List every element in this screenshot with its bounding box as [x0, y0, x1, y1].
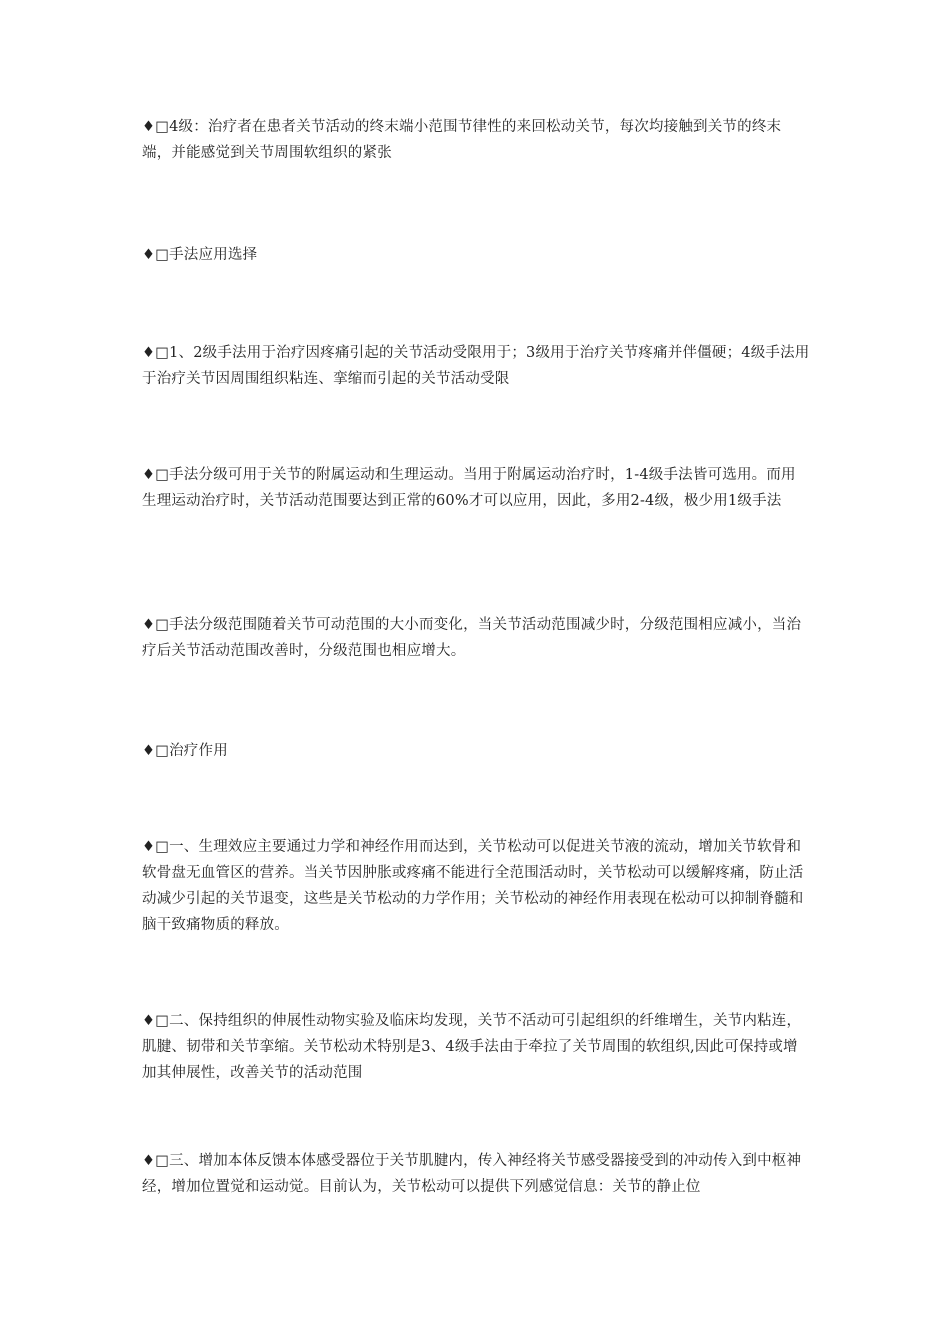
- paragraph-grade-4: [142, 114, 810, 166]
- diamond-bullet-icon: ♦□: [142, 617, 170, 633]
- paragraph-text: 手法分级可用于关节的附属运动和生理运动。当用于附属运动治疗时，1-4级手法皆可选用。而用生理运动治疗时，关节活动范围要达到正常的60%才可以应用，因此，多用2-4级，极少用1级手法: [142, 467, 796, 509]
- paragraph-physiological-effects: [142, 834, 810, 938]
- diamond-bullet-icon: ♦□: [142, 743, 170, 759]
- diamond-bullet-icon: ♦□: [142, 119, 170, 135]
- paragraph-text: 二、保持组织的伸展性动物实验及临床均发现，关节不活动可引起组织的纤维增生，关节内粘连，肌腱、韧带和关节挛缩。关节松动术特别是3、4级手法由于牵拉了关节周围的软组织,因此可保持或增加其伸展性，改善关节的活动范围: [142, 1013, 802, 1081]
- diamond-bullet-icon: ♦□: [142, 839, 170, 855]
- paragraph-tissue-extensibility: [142, 1008, 810, 1086]
- diamond-bullet-icon: ♦□: [142, 467, 170, 483]
- paragraph-text: 4级：治疗者在患者关节活动的终末端小范围节律性的来回松动关节，每次均接触到关节的终末端，并能感觉到关节周围软组织的紧张: [142, 119, 782, 161]
- paragraph-text: 手法应用选择: [169, 247, 258, 263]
- paragraph-therapeutic-effects: [142, 738, 810, 764]
- paragraph-technique-selection: [142, 242, 810, 268]
- diamond-bullet-icon: ♦□: [142, 345, 170, 361]
- paragraph-text: 1、2级手法用于治疗因疼痛引起的关节活动受限用于；3级用于治疗关节疼痛并伴僵硬；4级手法用于治疗关节因周围组织粘连、挛缩而引起的关节活动受限: [142, 345, 810, 387]
- diamond-bullet-icon: ♦□: [142, 1013, 170, 1029]
- paragraph-proprioceptive-feedback: [142, 1148, 810, 1200]
- paragraph-grade-range: [142, 612, 810, 664]
- paragraph-grade-usage: [142, 340, 810, 392]
- diamond-bullet-icon: ♦□: [142, 247, 170, 263]
- diamond-bullet-icon: ♦□: [142, 1153, 170, 1169]
- paragraph-text: 手法分级范围随着关节可动范围的大小而变化，当关节活动范围减少时，分级范围相应减小，当治疗后关节活动范围改善时，分级范围也相应增大。: [142, 617, 802, 659]
- paragraph-text: 三、增加本体反馈本体感受器位于关节肌腱内，传入神经将关节感受器接受到的冲动传入到中枢神经，增加位置觉和运动觉。目前认为，关节松动可以提供下列感觉信息：关节的静止位: [142, 1153, 802, 1195]
- paragraph-text: 一、生理效应主要通过力学和神经作用而达到，关节松动可以促进关节液的流动，增加关节软骨和软骨盘无血管区的营养。当关节因肿胀或疼痛不能进行全范围活动时，关节松动可以缓解疼痛，防止活动减少引起的关节退变，这些是关节松动的力学作用；关节松动的神经作用表现在松动可以抑制脊髓和脑干致痛物质的释放。: [142, 839, 804, 933]
- paragraph-accessory-physiological: [142, 462, 810, 514]
- paragraph-text: 治疗作用: [169, 743, 228, 759]
